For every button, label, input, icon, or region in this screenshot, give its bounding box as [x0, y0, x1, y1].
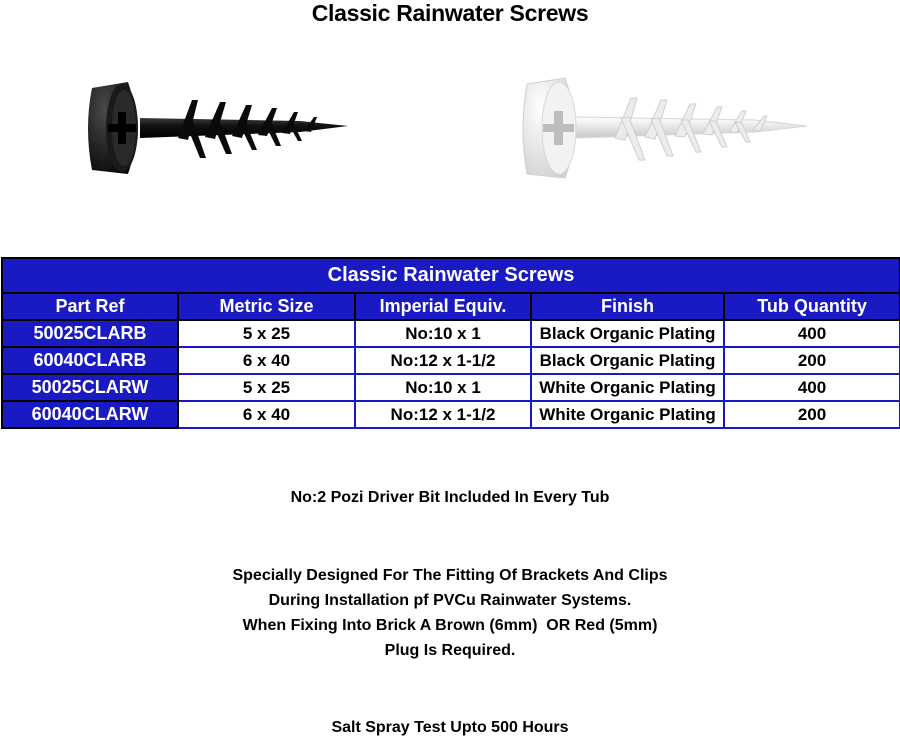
header-imperial-equiv: Imperial Equiv.	[355, 293, 531, 320]
table-row	[2, 401, 900, 428]
cell-imperial-equiv: No:10 x 1	[355, 320, 531, 347]
cell-metric-size: 5 x 25	[178, 320, 355, 347]
table-row	[2, 347, 900, 374]
page-title: Classic Rainwater Screws	[311, 0, 589, 26]
cell-metric-size: 6 x 40	[178, 401, 355, 428]
cell-finish: Black Organic Plating	[531, 320, 724, 347]
cell-imperial-equiv: No:12 x 1-1/2	[355, 401, 531, 428]
cell-finish: Black Organic Plating	[531, 347, 724, 374]
table-title: Classic Rainwater Screws	[2, 258, 900, 293]
description-note	[0, 563, 900, 663]
salt-spray-note: Salt Spray Test Upto 500 Hours	[331, 719, 569, 736]
cell-part-ref: 60040CLARW	[2, 401, 178, 428]
header-tub-quantity: Tub Quantity	[724, 293, 900, 320]
cell-metric-size: 5 x 25	[178, 374, 355, 401]
cell-tub-quantity: 400	[724, 374, 900, 401]
cell-tub-quantity: 200	[724, 401, 900, 428]
cell-imperial-equiv: No:10 x 1	[355, 374, 531, 401]
cell-finish: White Organic Plating	[531, 374, 724, 401]
spec-table	[1, 257, 900, 429]
cell-part-ref: 50025CLARW	[2, 374, 178, 401]
white-pan-head-screw-image	[515, 74, 815, 184]
cell-part-ref: 60040CLARB	[2, 347, 178, 374]
cell-tub-quantity: 200	[724, 347, 900, 374]
description-line: When Fixing Into Brick A Brown (6mm) OR Red (5mm)	[242, 617, 658, 634]
description-line: During Installation pf PVCu Rainwater Systems.	[268, 592, 632, 609]
cell-metric-size: 6 x 40	[178, 347, 355, 374]
cell-tub-quantity: 400	[724, 320, 900, 347]
cell-part-ref: 50025CLARB	[2, 320, 178, 347]
header-metric-size: Metric Size	[178, 293, 355, 320]
table-row	[2, 320, 900, 347]
table-header-row	[2, 293, 900, 320]
header-finish: Finish	[531, 293, 724, 320]
description-line: Specially Designed For The Fitting Of Brackets And Clips	[232, 567, 668, 584]
cell-imperial-equiv: No:12 x 1-1/2	[355, 347, 531, 374]
black-pan-head-screw-image	[80, 78, 355, 180]
table-title-row	[2, 258, 900, 293]
header-part-ref: Part Ref	[2, 293, 178, 320]
description-line: Plug Is Required.	[384, 642, 516, 659]
cell-finish: White Organic Plating	[531, 401, 724, 428]
table-row	[2, 374, 900, 401]
driver-bit-note: No:2 Pozi Driver Bit Included In Every Tub	[290, 489, 610, 506]
